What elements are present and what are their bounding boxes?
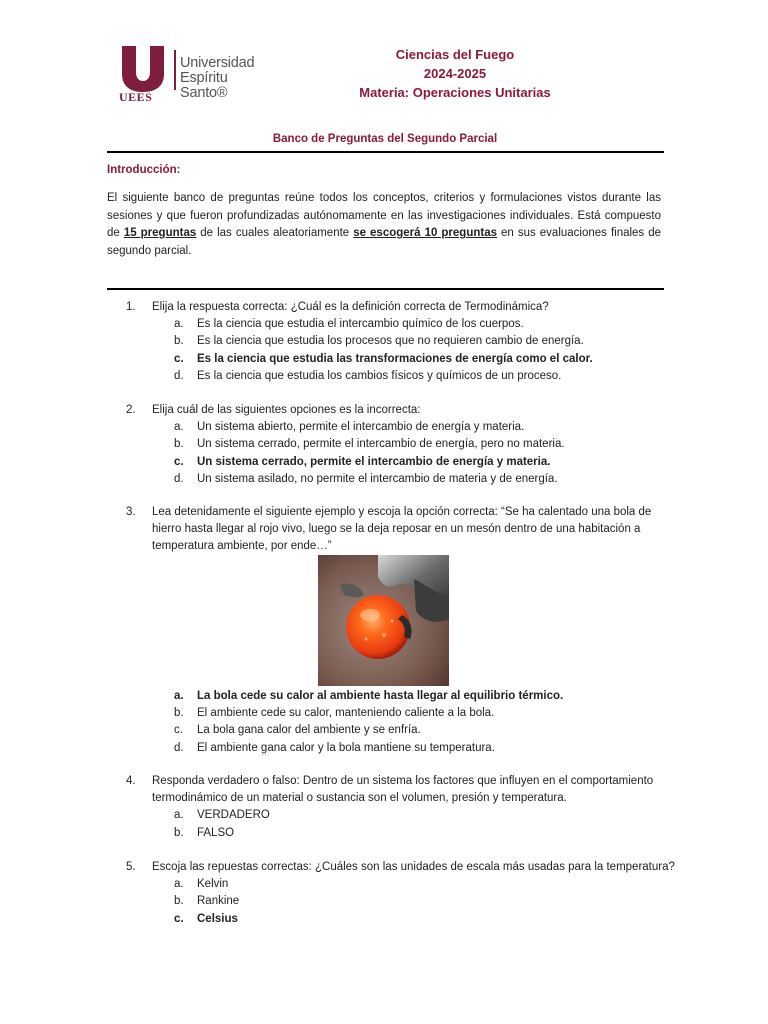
option-c-correct — [126, 351, 666, 368]
question-3 — [126, 504, 666, 556]
option-d — [126, 368, 666, 385]
logo-divider — [174, 50, 176, 90]
option-a-correct — [126, 688, 666, 705]
intro-paragraph — [107, 190, 661, 260]
option-b — [126, 333, 666, 350]
option-text: FALSO — [197, 826, 235, 839]
question-5 — [126, 859, 675, 928]
option-letter: d. — [174, 369, 184, 382]
course-header — [330, 45, 580, 102]
academic-year: 2024-2025 — [423, 66, 487, 81]
option-text: Es la ciencia que estudia el intercambio químico de los cuerpos. — [197, 318, 524, 331]
question-stem — [126, 859, 675, 876]
option-letter: a. — [174, 421, 184, 434]
hot-iron-ball-photo — [318, 555, 449, 686]
program-name: Ciencias del Fuego — [395, 47, 515, 62]
question-text: Elija cuál de las siguientes opciones es la incorrecta: — [152, 404, 421, 416]
intro-text-3: en sus evaluaciones finales de segundo parcial. — [107, 227, 662, 257]
option-letter: b. — [174, 895, 184, 908]
option-text: El ambiente gana calor y la bola mantiene su temperatura. — [197, 741, 495, 754]
subject-name: Materia: Operaciones Unitarias — [359, 85, 551, 100]
option-text: Rankine — [197, 895, 240, 908]
option-letter: a. — [174, 878, 184, 891]
title-divider — [107, 151, 664, 153]
logo-wordmark — [180, 56, 278, 101]
option-text: Un sistema cerrado, permite el intercambio de energía, pero no materia. — [197, 438, 565, 451]
logo-word-espiritu-santo: Espíritu Santo® — [180, 70, 228, 101]
option-letter: c. — [174, 352, 184, 365]
question-stem — [126, 299, 666, 316]
question-1 — [126, 299, 666, 385]
option-a — [126, 807, 666, 824]
option-c — [126, 722, 666, 739]
question-number: 3. — [126, 506, 136, 518]
option-text: Un sistema asilado, no permite el intercambio de materia y de energía. — [197, 472, 558, 485]
option-text: Es la ciencia que estudia las transformaciones de energía como el calor. — [197, 352, 593, 365]
question-4 — [126, 773, 666, 842]
option-a — [126, 316, 666, 333]
option-text: El ambiente cede su calor, manteniendo caliente a la bola. — [197, 707, 495, 720]
logo-word-universidad: Universidad — [180, 55, 255, 71]
option-text: La bola cede su calor al ambiente hasta llegar al equilibrio térmico. — [197, 690, 564, 702]
question-stem — [126, 773, 666, 807]
uees-logo-mark-icon — [118, 44, 168, 102]
red-hot-ball-image-icon — [318, 555, 449, 686]
question-number: 5. — [126, 861, 136, 873]
option-letter: d. — [174, 472, 184, 485]
option-d — [126, 471, 666, 488]
question-bank-title: Banco de Preguntas del Segundo Parcial — [272, 133, 498, 145]
option-letter: b. — [174, 438, 184, 451]
option-letter: a. — [174, 318, 184, 331]
question-number: 1. — [126, 301, 136, 313]
option-letter: a. — [174, 809, 184, 822]
option-letter: c. — [174, 724, 183, 737]
university-logo — [118, 44, 278, 104]
option-letter: c. — [174, 455, 184, 468]
option-letter: d. — [174, 741, 184, 754]
question-stem — [126, 402, 666, 419]
option-d — [126, 740, 666, 757]
option-text: Es la ciencia que estudia los cambios físicos y químicos de un proceso. — [197, 369, 562, 382]
intro-bold-selection: se escogerá 10 preguntas — [353, 227, 497, 239]
option-c-correct — [126, 911, 666, 928]
question-text: Elija la respuesta correcta: ¿Cuál es la definición correcta de Termodinámica? — [152, 301, 549, 313]
option-b — [126, 825, 666, 842]
question-stem — [126, 504, 666, 556]
question-text: Escoja las repuestas correctas: ¿Cuáles son las unidades de escala más usadas para la temperatura? — [152, 861, 675, 873]
question-number: 4. — [126, 775, 136, 787]
option-letter: b. — [174, 335, 184, 348]
option-b — [126, 705, 666, 722]
question-text: Lea detenidamente el siguiente ejemplo y escoja la opción correcta: “Se ha calentado una bola de hierro hasta llegar al rojo vivo, luego se la deja reposar en un mesón dentro de una habitación a temperatura ambiente, por ende…” — [152, 506, 652, 553]
option-text: Un sistema cerrado, permite el intercambio de energía y materia. — [197, 455, 551, 468]
option-b — [126, 893, 666, 910]
question-2 — [126, 402, 666, 488]
option-c-correct — [126, 454, 666, 471]
option-letter: b. — [174, 707, 184, 720]
intro-text-1: El siguiente banco de preguntas reúne todos los conceptos, criterios y formulaciones vistos durante las sesiones y que fueron profundizadas autónomamente en las investigaciones individuales. Está compuesto de — [107, 192, 661, 239]
option-b — [126, 436, 666, 453]
intro-bold-count: 15 preguntas — [123, 227, 197, 239]
question-number: 2. — [126, 404, 136, 416]
intro-heading: Introducción: — [107, 164, 181, 176]
option-a — [126, 876, 666, 893]
option-a — [126, 419, 666, 436]
option-text: Un sistema abierto, permite el intercambio de energía y materia. — [197, 421, 525, 434]
option-text: Es la ciencia que estudia los procesos que no requieren cambio de energía. — [197, 335, 584, 348]
option-letter: b. — [174, 826, 184, 839]
option-text: Kelvin — [197, 878, 229, 891]
svg-text:UEES: UEES — [119, 90, 153, 102]
option-letter: c. — [174, 912, 184, 925]
intro-text-2: de las cuales aleatoriamente — [196, 227, 354, 239]
option-letter: a. — [174, 690, 184, 702]
question-3-options — [126, 688, 666, 757]
option-text: Celsius — [197, 912, 238, 925]
option-text: VERDADERO — [197, 809, 270, 822]
intro-divider — [107, 288, 664, 290]
question-text: Responda verdadero o falso: Dentro de un sistema los factores que influyen en el comportamiento termodinámico de un material o sustancia son el volumen, presión y temperatura. — [152, 775, 654, 805]
option-text: La bola gana calor del ambiente y se enfría. — [197, 724, 421, 737]
